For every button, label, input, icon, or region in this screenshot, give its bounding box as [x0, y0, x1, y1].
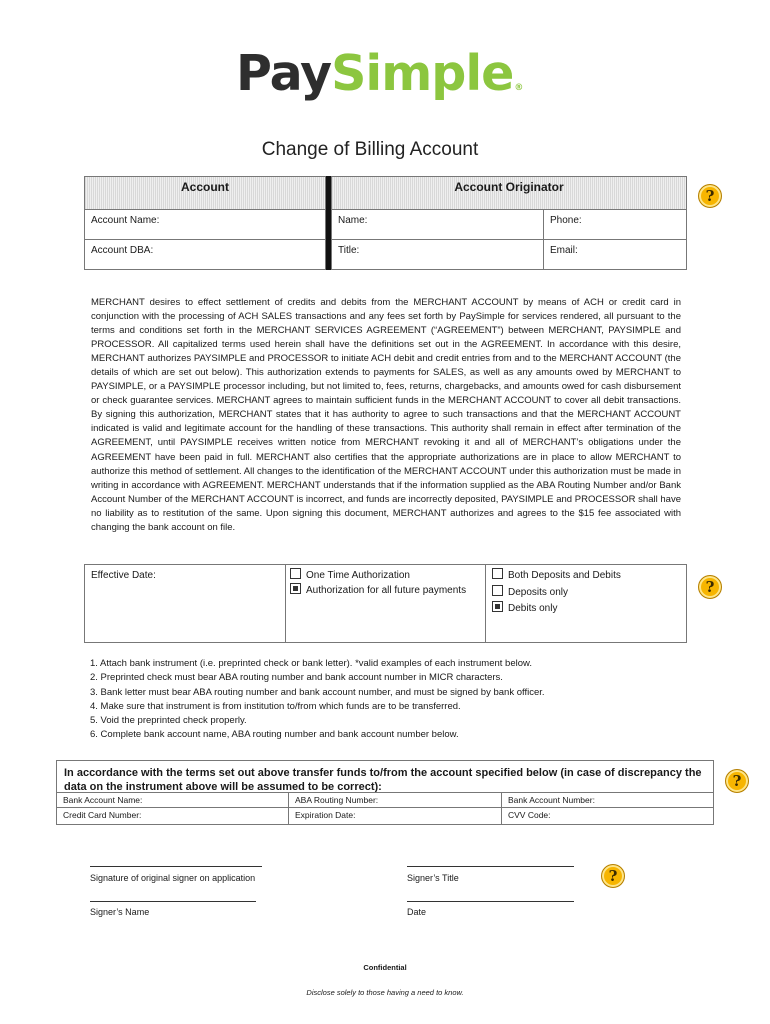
checkbox-deposits-only[interactable] [492, 585, 503, 596]
help-icon[interactable]: ? [725, 769, 749, 793]
help-icon[interactable]: ? [601, 864, 625, 888]
option-deposits-only-label: Deposits only [508, 587, 569, 598]
signers-title-line[interactable] [407, 866, 574, 867]
option-debits-only[interactable] [492, 601, 557, 614]
expiration-date-field[interactable]: Expiration Date: [288, 807, 502, 825]
checkbox-one-time[interactable] [290, 568, 301, 579]
date-line[interactable] [407, 901, 574, 902]
originator-phone-field[interactable]: Phone: [543, 209, 687, 240]
logo-simple-text: Simple [331, 45, 514, 102]
effective-date-field[interactable]: Effective Date: [84, 564, 286, 643]
checkbox-debits-only[interactable] [492, 601, 503, 612]
account-dba-field[interactable]: Account DBA: [84, 239, 326, 270]
instructions-list [90, 657, 545, 743]
page-title: Change of Billing Account [261, 139, 479, 160]
confidential-notice: Confidential [363, 963, 407, 972]
list-item: 3. Bank letter must bear ABA routing number and bank account number, and must be signed by bank officer. [90, 686, 545, 698]
list-item: 2. Preprinted check must bear ABA routing number and bank account number in MICR characters. [90, 672, 503, 684]
option-future-payments[interactable] [290, 583, 466, 596]
checkbox-future-payments[interactable] [290, 583, 301, 594]
list-item: 5. Void the preprinted check properly. [90, 715, 247, 727]
cvv-code-field[interactable]: CVV Code: [501, 807, 714, 825]
list-item: 6. Complete bank account name, ABA routing number and bank account number below. [90, 729, 459, 741]
logo-pay-text: Pay [236, 45, 332, 102]
disclose-notice: Disclose solely to those having a need to know. [306, 988, 464, 997]
account-originator-header: Account Originator [331, 176, 687, 210]
signers-name-label: Signer’s Name [90, 907, 150, 917]
option-future-payments-label: Authorization for all future payments [306, 585, 467, 596]
table-divider [326, 176, 331, 270]
authorization-paragraph: MERCHANT desires to effect settlement of credits and debits from the MERCHANT ACCOUNT by means of ACH or credit card in conjunction with the processing of ACH SALES transactions and any fees set forth by PaySimple for services rendered, all pursuant to the terms and conditions set forth in the MERCHANT SERVICES AGREEMENT (“AGREEMENT”) between MERCHANT, PAYSIMPLE and PROCESSOR. All capitalized terms used herein shall have the definitions set out in the AGREEMENT. In accordance with this desire, MERCHANT authorizes PAYSIMPLE and PROCESSOR to initiate ACH debit and credit entries from and to the MERCHANT ACCOUNT (the details of which are set out below). This authorization extends to payments for SALES, as well as any amounts owed by MERCHANT to PAYSIMPLE, or a PAYSIMPLE processor including, but not limited to, fees, returns, chargebacks, and amounts owed for cash disbursement or check guarantee services. MERCHANT agrees to maintain sufficient funds in the MERCHANT ACCOUNT to cover all debit transactions. By signing this authorization, MERCHANT states that it has authority to agree to such transactions and that the MERCHANT ACCOUNT indicated is valid and legitimate account for the handling of these transactions. This authority shall remain in effect after termination of the AGREEMENT, until PAYSIMPLE receives written notice from MERCHANT revoking it and all of MERCHANT’s obligations under the AGREEMENT have been paid in full. MERCHANT also certifies that the appropriate authorizations are in place to allow MERCHANT to authorize this method of settlement. All changes to the identification of the MERCHANT ACCOUNT under this authorization must be made in writing in accordance with AGREEMENT. MERCHANT understands that if the information supplied as the ABA Routing Number and/or Bank Account Number of the MERCHANT ACCOUNT is incorrect, and funds are incorrectly deposited, PAYSIMPLE and PROCESSOR shall have no liability as to restitution of the same. Upon signing this document, MERCHANT authorizes and agrees to the $15 fee associated with changing the bank account on file. [91, 297, 681, 533]
bank-account-number-field[interactable]: Bank Account Number: [501, 792, 714, 808]
paysimple-logo [236, 44, 522, 104]
originator-name-field[interactable]: Name: [331, 209, 544, 240]
option-debits-only-label: Debits only [508, 603, 558, 614]
bank-account-name-field[interactable]: Bank Account Name: [56, 792, 289, 808]
credit-card-number-field[interactable]: Credit Card Number: [56, 807, 289, 825]
bank-table-header: In accordance with the terms set out above transfer funds to/from the account specified below (in case of discrepancy the data on the instrument above will be assumed to be correct): [56, 760, 714, 793]
list-item: 4. Make sure that instrument is from institution to/from which funds are to be transferred. [90, 700, 461, 712]
account-header: Account [84, 176, 326, 210]
option-both-label: Both Deposits and Debits [508, 570, 621, 581]
account-name-field[interactable]: Account Name: [84, 209, 326, 240]
signature-original-label: Signature of original signer on application [90, 873, 256, 883]
option-deposits-only[interactable] [492, 585, 568, 598]
option-one-time[interactable] [290, 568, 410, 581]
option-one-time-label: One Time Authorization [306, 570, 410, 581]
checkbox-both[interactable] [492, 568, 503, 579]
date-label: Date [407, 907, 427, 917]
signers-title-label: Signer’s Title [407, 873, 459, 883]
signers-name-line[interactable] [90, 901, 256, 902]
help-icon[interactable]: ? [698, 184, 722, 208]
logo-registered-mark: ® [514, 83, 523, 93]
signature-original-line[interactable] [90, 866, 262, 867]
option-both[interactable] [492, 568, 621, 581]
list-item: 1. Attach bank instrument (i.e. preprinted check or bank letter). *valid examples of each instrument below. [90, 658, 532, 669]
originator-email-field[interactable]: Email: [543, 239, 687, 270]
aba-routing-field[interactable]: ABA Routing Number: [288, 792, 502, 808]
help-icon[interactable]: ? [698, 575, 722, 599]
originator-title-field[interactable]: Title: [331, 239, 544, 270]
